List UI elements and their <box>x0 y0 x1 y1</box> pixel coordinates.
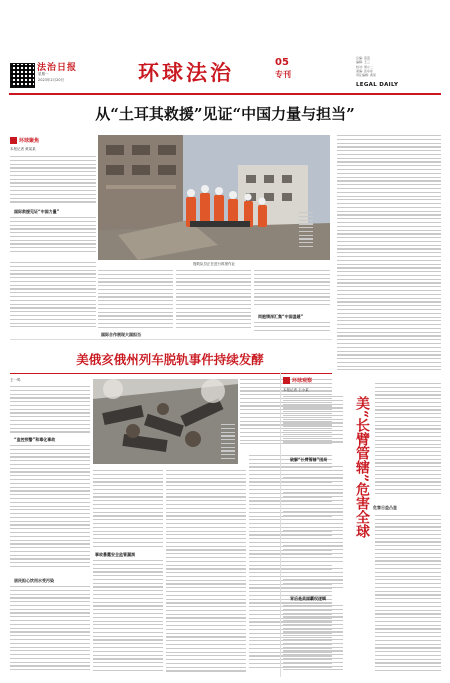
editor-line: 责任编辑: 黄某 <box>356 73 376 78</box>
text-column <box>176 270 251 332</box>
main-headline: 从“土耳其救援”见证“中国力量与担当” <box>95 105 355 123</box>
right-subheadline: 危害日益凸显 <box>373 505 397 510</box>
photo-side-caption <box>221 424 235 462</box>
masthead-rule <box>9 93 441 95</box>
page-number: 05 <box>275 57 289 68</box>
section-tag-observe <box>283 376 312 384</box>
subhead: 居民担心饮用水受污染 <box>14 578 54 583</box>
rescue-scene-illustration <box>98 135 330 260</box>
column-divider <box>280 372 281 677</box>
text-column <box>93 470 163 550</box>
text-column <box>10 445 90 573</box>
derailment-scene-illustration <box>93 379 238 464</box>
subhead: 事故暴露安全监管漏洞 <box>95 552 135 557</box>
photo-caption: 搜救队员正在进行救援作业 <box>193 262 235 266</box>
lower-headline: 美俄亥俄州列车脱轨事件持续发酵 <box>76 352 264 367</box>
byline: 本报记者 黄某某 <box>10 147 36 151</box>
main-photo <box>98 135 330 260</box>
text-column <box>10 217 96 255</box>
story-divider <box>10 339 332 340</box>
editor-line: 校对: 周小二 <box>356 64 373 69</box>
text-column <box>283 466 343 566</box>
text-column <box>283 396 343 444</box>
subhead: 背后是美国霸权逻辑 <box>290 596 326 601</box>
text-column <box>375 515 441 674</box>
subhead: 国际救援见证“中国力量” <box>14 209 60 214</box>
text-column <box>221 424 235 462</box>
masthead <box>0 0 450 100</box>
text-column <box>10 386 90 436</box>
text-column <box>337 135 441 370</box>
text-column <box>10 262 96 332</box>
editor-line: 总编: 苗苗 <box>356 56 370 60</box>
subhead: 国际合作展现大国担当 <box>101 332 141 337</box>
tag-square <box>10 137 17 144</box>
section-title: 环球法治 <box>138 61 234 85</box>
lower-photo <box>93 379 238 464</box>
text-column <box>283 605 343 674</box>
issue-day: 星期一 <box>38 72 49 76</box>
brand-name: LEGAL DAILY <box>356 82 399 88</box>
photo-side-caption <box>299 212 313 252</box>
editor-list <box>356 56 402 77</box>
page-label: 专刊 <box>275 70 291 79</box>
tag-label: 环球观察 <box>292 377 313 384</box>
tag-label: 环球聚焦 <box>19 137 40 144</box>
text-column <box>93 560 163 674</box>
text-column <box>375 383 441 498</box>
subhead: 破解“长臂管辖”困局 <box>290 457 328 462</box>
byline: 王一鸣 <box>10 378 21 382</box>
issue-date: 2023年2月20日 <box>38 78 65 82</box>
text-column <box>254 270 330 310</box>
right-headline: 美“长臂管辖”危害全球 <box>354 396 370 539</box>
text-column <box>299 212 313 252</box>
byline: 本报记者 王小某 <box>283 388 309 392</box>
logo: 法治日报 <box>37 63 78 73</box>
subhead: “监控预警”和毒化事故 <box>14 437 56 442</box>
text-column <box>283 568 343 592</box>
editor-line: 美编: 张东东 <box>356 68 373 73</box>
editor-line: 编辑: 王三 <box>356 60 370 65</box>
text-column <box>10 586 90 674</box>
text-column <box>98 270 173 332</box>
tag-square <box>283 377 290 384</box>
section-tag-focus <box>10 136 39 144</box>
text-column <box>10 156 96 206</box>
subhead: 同胞情深汇集“中国温暖” <box>258 314 304 319</box>
text-column <box>166 470 246 674</box>
text-column <box>254 322 330 334</box>
qr-code <box>10 63 35 88</box>
section-rule-lower <box>10 373 332 374</box>
